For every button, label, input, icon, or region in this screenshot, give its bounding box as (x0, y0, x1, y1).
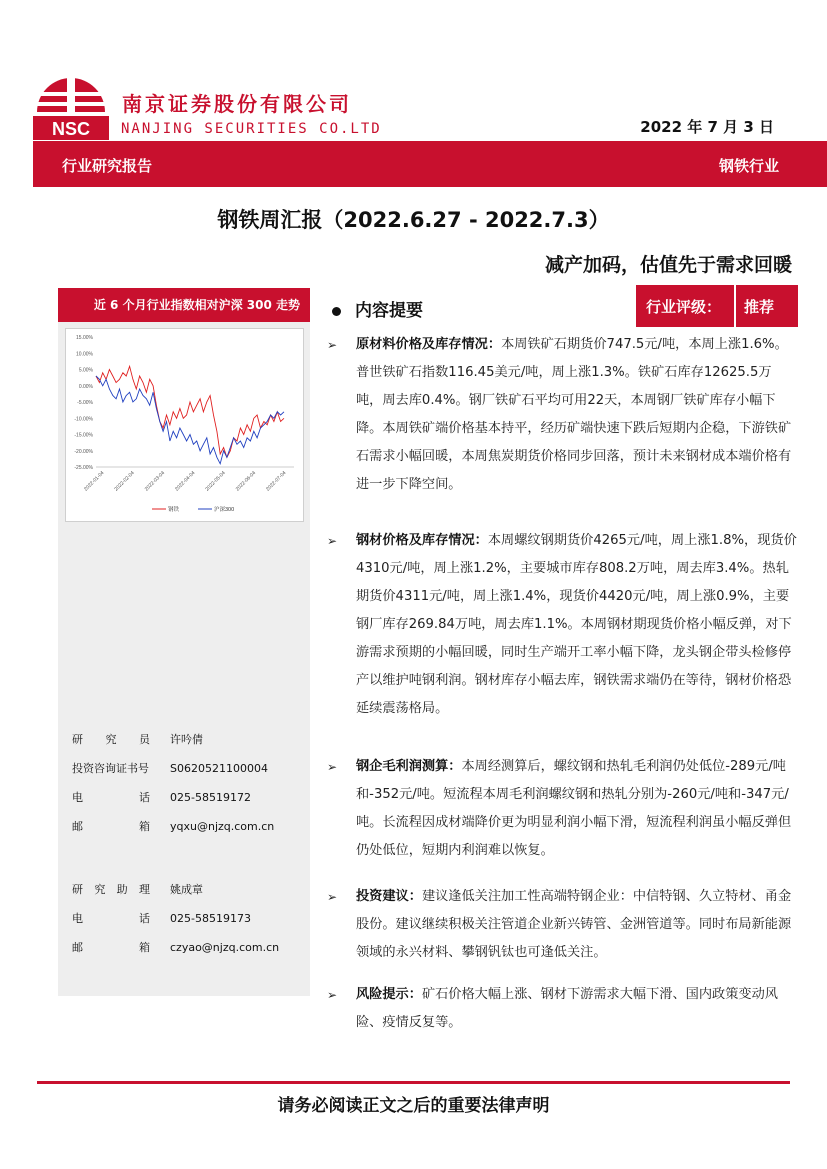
y-tick-label: 15.00% (76, 335, 93, 341)
y-tick-label: -25.00% (74, 465, 93, 471)
analyst-value: 025-58519172 (170, 791, 251, 804)
summary-item-text: 矿石价格大幅上涨、钢材下游需求大幅下滑、国内政策变动风险、疫情反复等。 (356, 987, 778, 1030)
analyst-row (58, 756, 310, 782)
analyst-value: yqxu@njzq.com.cn (170, 820, 275, 833)
analyst-row (58, 935, 310, 961)
legend-label: 沪深300 (214, 507, 235, 513)
summary-item (356, 883, 797, 967)
series-line (96, 366, 284, 457)
y-tick-label: 0.00% (78, 383, 93, 390)
summary-item-label: 投资建议： (356, 889, 422, 904)
analyst-value: S0620521100004 (170, 762, 268, 775)
x-tick-label: 2022-07-04 (265, 470, 288, 493)
summary-item (356, 527, 797, 723)
x-tick-label: 2022-03-04 (143, 470, 167, 493)
analyst-key: 邮 箱 (72, 941, 150, 954)
x-tick-label: 2022-04-04 (174, 470, 197, 493)
chart-svg (66, 329, 303, 521)
y-tick-label: -10.00% (74, 416, 93, 423)
analyst-key: 研 究 员 (72, 733, 150, 746)
summary-item-text: 本周铁矿石期货价747.5元/吨，本周上涨1.6%。普世铁矿石指数116.45美元/吨，周上涨1.3%。铁矿石库存12625.5万吨，周去库0.4%。钢厂铁矿石平均可用22天，本周钢厂铁矿库存小幅下降。本周铁矿端价格基本持平，经历矿端快速下跌后短期内企稳，下游铁矿石需求小幅回暖，本周焦炭期货价格同步回落，预计未来钢材成本端价格有进一步下降空间。 (356, 337, 792, 492)
header-bar (33, 141, 827, 187)
y-tick-label: -15.00% (74, 432, 93, 439)
nsc-logo (33, 66, 109, 142)
series-line (96, 376, 284, 464)
footer-divider (37, 1081, 790, 1084)
summary-item-label: 风险提示： (356, 987, 422, 1002)
analyst-key: 研 究 助 理 (72, 883, 150, 896)
analyst-key: 邮 箱 (72, 820, 150, 833)
summary-item-label: 钢企毛利润测算： (356, 759, 462, 774)
summary-item-label: 原材料价格及库存情况： (356, 337, 502, 352)
company-name-en: NANJING SECURITIES CO.LTD (121, 121, 382, 137)
analyst-value: czyao@njzq.com.cn (170, 941, 280, 954)
y-tick-label: 10.00% (76, 351, 93, 358)
bullet-arrow-icon: ➢ (327, 534, 338, 548)
report-type: 行业研究报告 (62, 157, 153, 175)
summary-item (356, 981, 797, 1037)
summary-item (356, 753, 797, 865)
bullet-arrow-icon: ➢ (327, 760, 338, 774)
analyst-row (58, 785, 310, 811)
report-subtitle: 减产加码，估值先于需求回暖 (544, 254, 792, 276)
analyst-row (58, 877, 310, 903)
bullet-arrow-icon: ➢ (327, 988, 338, 1002)
report-date: 2022 年 7 月 3 日 (640, 118, 774, 136)
analyst-row (58, 814, 310, 840)
summary-item-label: 钢材价格及库存情况： (356, 533, 488, 548)
summary-item-text: 本周螺纹钢期货价4265元/吨，周上涨1.8%，现货价4310元/吨，周上涨1.2%，主要城市库存808.2万吨，周去库3.4%。热轧期货价4311元/吨，周上涨1.4%，现货价4420元/吨，周上涨0.9%，主要钢厂库存269.84万吨，周去库1.1%。本周钢材期现货价格小幅反弹，对下游需求预期的小幅回暖，同时生产端开工率小幅下降，龙头钢企带头检修停产以维护吨钢利润。钢材库存小幅去库，钢铁需求端仍在等待，钢材价格恐延续震荡格局。 (356, 533, 797, 716)
y-tick-label: 5.00% (78, 367, 93, 374)
rating-box (636, 285, 798, 327)
chart-title: 近 6 个月行业指数相对沪深 300 走势 (58, 288, 310, 322)
bullet-dot (332, 307, 341, 316)
summary-item-text: 本周经测算后，螺纹钢和热轧毛利润仍处低位-289元/吨和-352元/吨。短流程本周毛利润螺纹钢和热轧分别为-260元/吨和-347元/吨。长流程因成材端降价更为明显利润小幅下滑，短流程利润虽小幅反弹但仍处低位，短期内利润难以恢复。 (356, 759, 792, 858)
rating-divider (734, 285, 736, 327)
report-title: 钢铁周汇报（2022.6.27 - 2022.7.3） (217, 208, 610, 232)
summary-item (356, 331, 797, 499)
analyst-row (58, 906, 310, 932)
y-tick-label: -20.00% (74, 448, 93, 455)
analyst-value: 025-58519173 (170, 912, 251, 925)
summary-item-text: 建议逢低关注加工性高端特钢企业：中信特钢、久立特材、甬金股份。建议继续积极关注管道企业新兴铸管、金洲管道等。同时布局新能源领域的永兴材料、攀钢钒钛也可逢低关注。 (356, 889, 792, 960)
analyst-value: 许吟倩 (170, 733, 203, 746)
analyst-key: 电 话 (72, 791, 150, 804)
logo-text: NSC (51, 119, 91, 139)
summary-heading-text: 内容提要 (355, 301, 423, 321)
x-tick-label: 2022-01-04 (83, 470, 106, 493)
x-tick-label: 2022-06-04 (234, 470, 258, 493)
x-tick-label: 2022-05-04 (204, 470, 227, 493)
index-chart (65, 328, 304, 522)
analyst-row (58, 727, 310, 753)
analyst-value: 姚成章 (170, 883, 203, 896)
rating-value: 推荐 (744, 298, 775, 316)
company-name-cn: 南京证券股份有限公司 (122, 92, 352, 116)
legal-notice: 请务必阅读正文之后的重要法律声明 (277, 1096, 550, 1116)
analyst-key: 投资咨询证书号 (72, 762, 149, 775)
y-tick-label: -5.00% (77, 400, 93, 406)
analyst-key: 电 话 (72, 912, 150, 925)
summary-heading (332, 296, 423, 321)
rating-label: 行业评级： (646, 298, 722, 316)
legend-label: 钢铁 (168, 507, 180, 513)
industry-label: 钢铁行业 (718, 157, 779, 175)
bullet-arrow-icon: ➢ (327, 890, 338, 904)
bullet-arrow-icon: ➢ (327, 338, 338, 352)
x-tick-label: 2022-02-04 (113, 470, 136, 493)
